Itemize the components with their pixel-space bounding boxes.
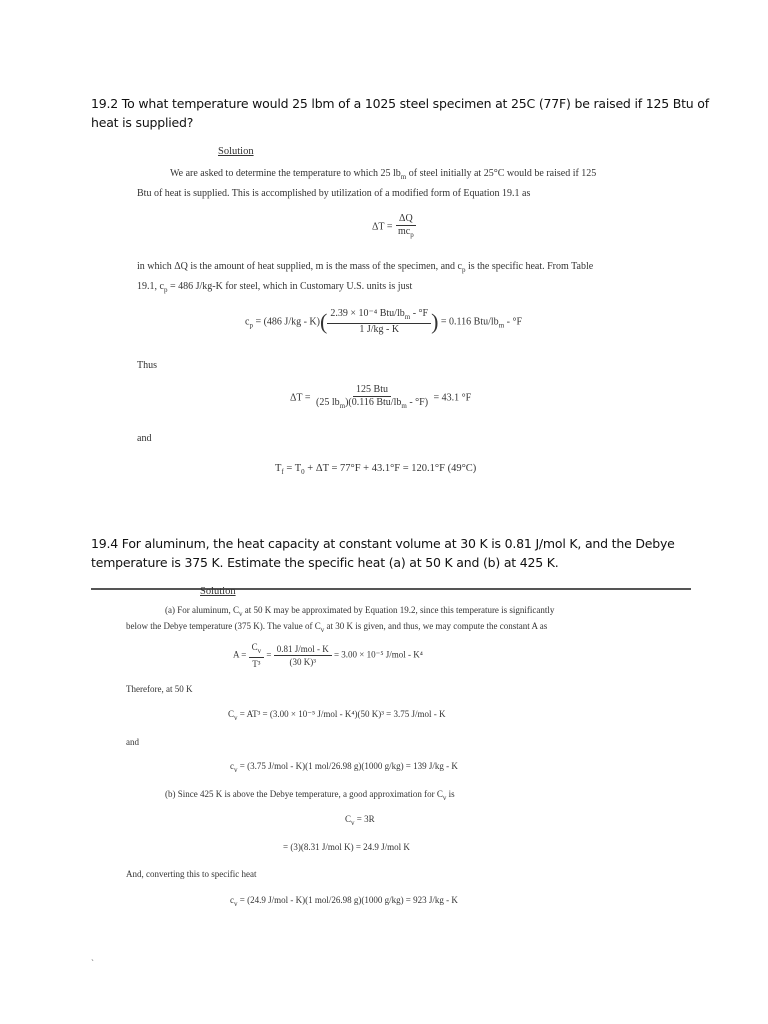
text-segment: + ΔT = 77°F + 43.1°F = 120.1°F (49°C) bbox=[304, 463, 477, 474]
text-segment: = 3R bbox=[354, 814, 375, 824]
equation-lhs: A = bbox=[233, 649, 247, 660]
text-segment: c bbox=[230, 761, 234, 771]
equation-specific-heat-b bbox=[230, 895, 458, 908]
text-segment: 2.39 × 10⁻⁴ Btu/lb bbox=[330, 308, 405, 319]
numerator bbox=[249, 641, 265, 658]
text-segment: (b) Since 425 K is above the Debye temperature, a good approximation for C bbox=[165, 789, 443, 799]
subscript: f bbox=[281, 468, 284, 477]
equation-cv-value: = (3)(8.31 J/mol K) = 24.9 J/mol K bbox=[283, 842, 410, 852]
denominator: (30 K)³ bbox=[289, 656, 316, 667]
text-segment: = T bbox=[283, 463, 302, 474]
text-segment: at 30 K is given, and thus, we may compute the constant A as bbox=[324, 621, 548, 631]
fraction bbox=[395, 213, 417, 241]
text-segment: = 0.116 Btu/lb bbox=[440, 316, 499, 328]
text-segment: We are asked to determine the temperature to which 25 lb bbox=[170, 168, 401, 179]
numerator: ΔQ bbox=[396, 213, 416, 226]
text-segment: = (3.75 J/mol - K)(1 mol/26.98 g)(1000 g/kg) = 139 J/kg - K bbox=[237, 761, 458, 771]
right-paren: ) bbox=[431, 309, 439, 334]
left-paren: ( bbox=[319, 309, 328, 334]
text-segment: - °F bbox=[504, 316, 523, 328]
text-segment: below the Debye temperature (375 K). The value of C bbox=[126, 621, 321, 631]
equation-final-temperature bbox=[275, 463, 476, 476]
subscript: v bbox=[351, 818, 355, 827]
denominator bbox=[313, 397, 431, 412]
solution-text-line bbox=[126, 621, 547, 634]
numerator bbox=[327, 308, 431, 324]
text-segment: c bbox=[230, 895, 234, 905]
text-segment: 19.1, c bbox=[137, 281, 164, 292]
fraction bbox=[249, 641, 265, 670]
text-segment: C bbox=[228, 709, 235, 719]
text-segment: - °F bbox=[410, 308, 429, 319]
text-segment: c bbox=[245, 316, 250, 328]
subscript: p bbox=[461, 266, 466, 274]
solution-text-line bbox=[137, 261, 593, 274]
subscript: v bbox=[234, 765, 238, 774]
fraction bbox=[327, 308, 431, 336]
text-segment: C bbox=[345, 814, 352, 824]
text-segment: = AT³ = (3.00 × 10⁻⁵ J/mol - K⁴)(50 K)³ = 3.75 J/mol - K bbox=[237, 709, 446, 719]
subscript: v bbox=[239, 609, 243, 618]
section-divider bbox=[91, 588, 691, 590]
solution-heading: Solution bbox=[218, 146, 254, 157]
problem-19-2-title bbox=[91, 94, 709, 132]
numerator: 0.81 J/mol - K bbox=[274, 643, 332, 656]
text-segment: in which ΔQ is the amount of heat supplied, m is the mass of the specimen, and c bbox=[137, 261, 462, 272]
equation-delta-t bbox=[372, 213, 417, 241]
equation-delta-t-result bbox=[290, 384, 471, 412]
solution-heading: Solution bbox=[200, 586, 236, 597]
denominator: 1 J/kg - K bbox=[359, 324, 400, 335]
subscript: m bbox=[401, 402, 407, 410]
text-segment: T bbox=[275, 463, 282, 474]
subscript: v bbox=[234, 899, 238, 908]
equation-cp-conversion bbox=[245, 308, 522, 336]
fraction bbox=[313, 384, 431, 412]
solution-text-line bbox=[165, 605, 554, 618]
text-segment: - °F) bbox=[406, 397, 429, 408]
subscript: m bbox=[498, 321, 505, 330]
text-segment: (a) For aluminum, C bbox=[165, 605, 239, 615]
subscript: p bbox=[163, 286, 168, 294]
equation-rhs: = 43.1 °F bbox=[433, 392, 472, 404]
text-segment: is the specific heat. From Table bbox=[465, 261, 594, 272]
equation-constant-a bbox=[233, 641, 423, 670]
text-segment: = (24.9 J/mol - K)(1 mol/26.98 g)(1000 g/kg) = 923 J/kg - K bbox=[237, 895, 458, 905]
equals-sign: = bbox=[266, 649, 272, 660]
and-label: and bbox=[126, 737, 139, 747]
numerator: 125 Btu bbox=[353, 384, 391, 397]
text-segment: C bbox=[251, 642, 258, 652]
problem-title-line: heat is supplied? bbox=[91, 115, 194, 130]
solution-text-line: Btu of heat is supplied. This is accomplished by utilization of a modified form of Equation 19.1 as bbox=[137, 188, 531, 199]
solution-text-line bbox=[165, 789, 455, 802]
subscript: m bbox=[339, 402, 346, 410]
denominator bbox=[395, 226, 417, 241]
equation-lhs: ΔT = bbox=[290, 392, 311, 404]
text-segment: of steel initially at 25°C would be raised if 125 bbox=[406, 168, 597, 179]
problem-title-line: 19.2 To what temperature would 25 lbm of a 1025 steel specimen at 25C (77F) be raised if 125 Btu of bbox=[91, 96, 709, 111]
text-segment: = (486 J/kg - K) bbox=[252, 316, 320, 328]
subscript: m bbox=[404, 313, 411, 321]
solution-text-line bbox=[170, 168, 596, 181]
subscript: m bbox=[400, 173, 407, 181]
subscript: v bbox=[257, 646, 262, 655]
subscript: p bbox=[410, 231, 414, 239]
problem-19-4-title bbox=[91, 534, 675, 572]
footer-mark: ` bbox=[91, 958, 94, 968]
denominator: T³ bbox=[252, 658, 261, 669]
fraction bbox=[274, 643, 332, 668]
and-label: and bbox=[137, 433, 152, 444]
solution-text-line: And, converting this to specific heat bbox=[126, 869, 257, 879]
subscript: p bbox=[249, 321, 253, 330]
equation-lhs: ΔT = bbox=[372, 221, 393, 233]
text-segment: is bbox=[446, 789, 455, 799]
equation-cv-3r bbox=[345, 814, 375, 827]
problem-title-line: 19.4 For aluminum, the heat capacity at constant volume at 30 K is 0.81 J/mol K, and the Debye bbox=[91, 536, 675, 551]
solution-text-line bbox=[137, 281, 412, 294]
equation-specific-heat-a bbox=[230, 761, 458, 774]
text-segment: at 50 K may be approximated by Equation 19.2, since this temperature is significantly bbox=[242, 605, 555, 615]
text-segment: = 486 J/kg-K for steel, which in Customary U.S. units is just bbox=[167, 281, 413, 292]
text-segment: mc bbox=[398, 226, 411, 237]
text-segment: (25 lb bbox=[316, 397, 340, 408]
equation-rhs: = 3.00 × 10⁻⁵ J/mol - K⁴ bbox=[333, 649, 423, 660]
subscript: v bbox=[320, 625, 325, 634]
therefore-label: Therefore, at 50 K bbox=[126, 684, 193, 694]
text-segment: )(0.116 Btu/lb bbox=[345, 397, 402, 408]
subscript: 0 bbox=[301, 468, 305, 477]
subscript: v bbox=[442, 793, 447, 802]
problem-title-line: temperature is 375 K. Estimate the specific heat (a) at 50 K and (b) at 425 K. bbox=[91, 555, 559, 570]
thus-label: Thus bbox=[137, 360, 157, 371]
equation-cv-50k bbox=[228, 709, 445, 722]
subscript: v bbox=[234, 713, 238, 722]
